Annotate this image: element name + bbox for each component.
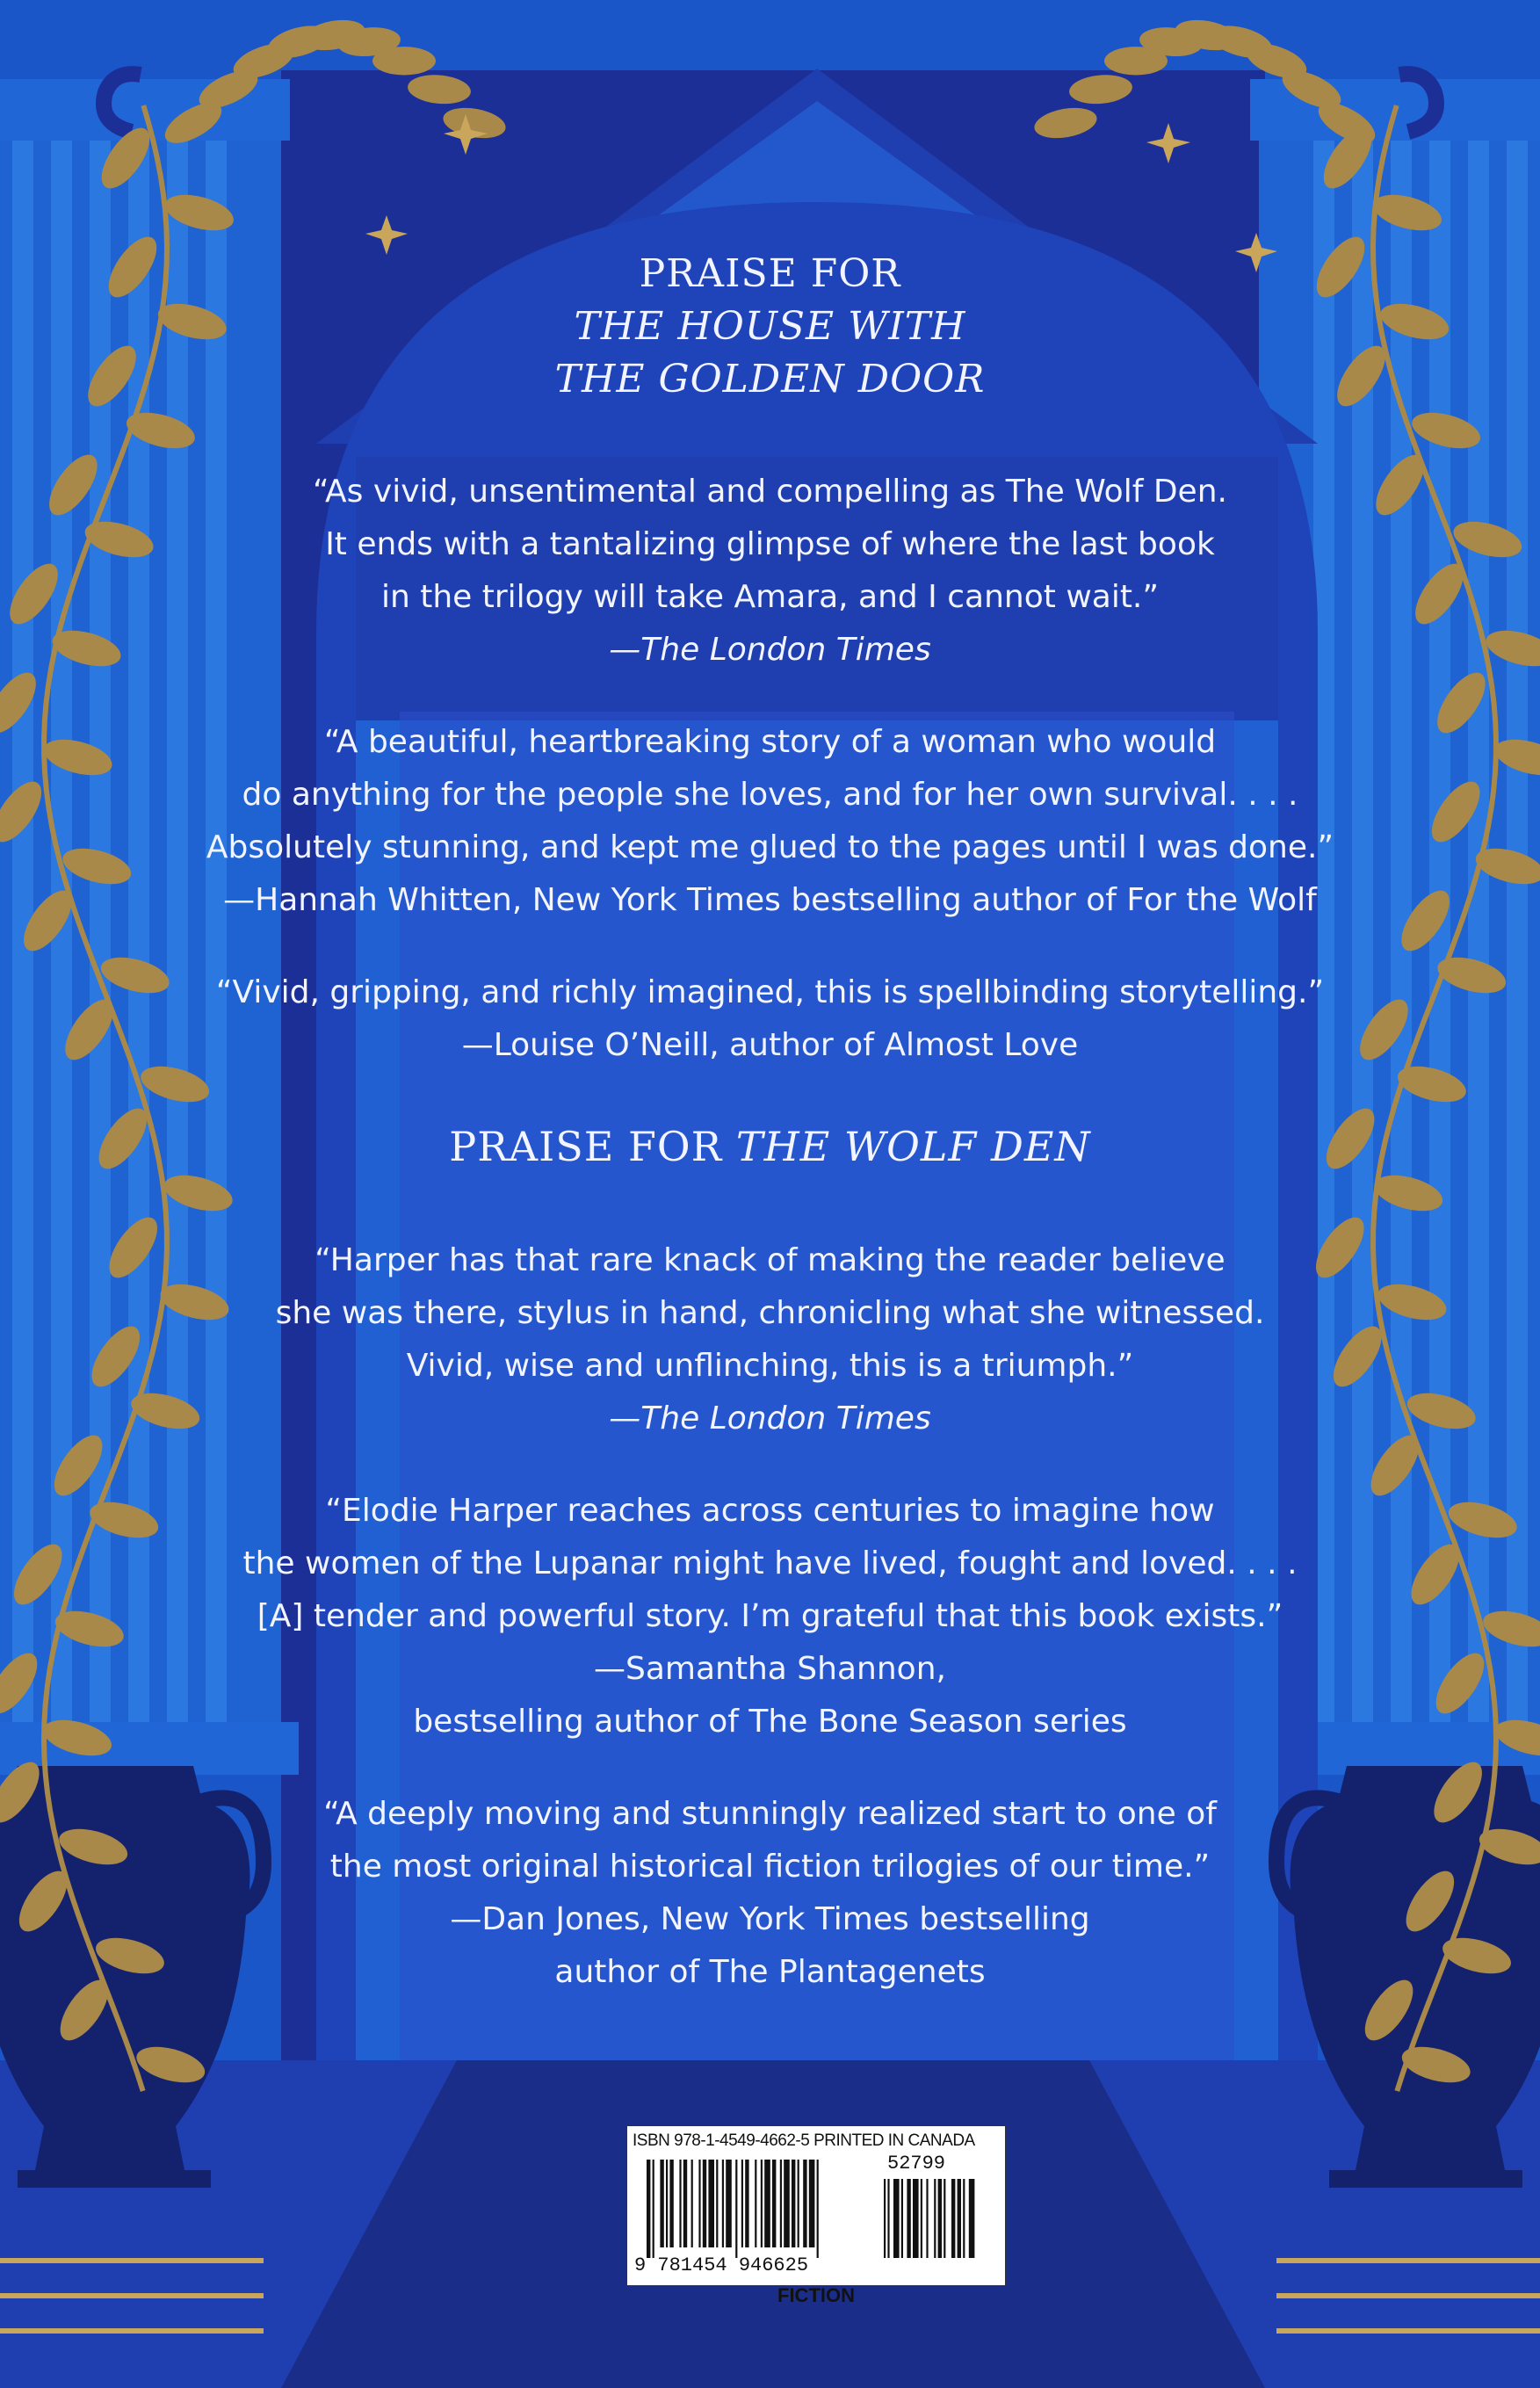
barcode-bar [780, 2160, 782, 2247]
quote-line: Absolutely stunning, and kept me glued to the pages until I was done.” [206, 829, 1334, 865]
ean-digits: 9 781454 946625 [634, 2254, 809, 2276]
barcode-bar [698, 2160, 700, 2247]
barcode-bar [893, 2179, 900, 2258]
barcode-bar [741, 2160, 743, 2247]
quote-line: “As vivid, unsentimental and compelling as The Wolf Den. [313, 474, 1227, 510]
barcode-bar [792, 2160, 795, 2247]
quote-block [0, 716, 1540, 927]
barcode-bar [913, 2179, 919, 2258]
barcode-bar [921, 2179, 922, 2258]
barcode-bar [907, 2179, 910, 2258]
price-code: 52799 [887, 2153, 946, 2175]
quote-block [0, 1788, 1540, 1999]
quote-attribution: —Dan Jones, New York Times bestselling [450, 1901, 1090, 1937]
barcode-bar [798, 2160, 799, 2247]
barcode-bar [722, 2160, 724, 2247]
section1-heading-line1: PRAISE FOR [639, 251, 901, 296]
quote-attribution: —The London Times [609, 1400, 931, 1436]
barcode-bar [887, 2179, 889, 2258]
barcode-bar [901, 2179, 903, 2258]
barcode-bar [726, 2160, 732, 2247]
section2-heading-title: THE WOLF DEN [735, 1123, 1091, 1170]
barcode-bar [653, 2160, 654, 2258]
quote-attribution: —The London Times [609, 632, 931, 668]
barcode-bar [647, 2160, 650, 2258]
barcode-bar [755, 2160, 756, 2247]
barcode-bar [735, 2160, 737, 2258]
quote-line: “Vivid, gripping, and richly imagined, this is spellbinding storytelling.” [215, 974, 1325, 1010]
barcode-bar [708, 2160, 714, 2247]
quote-block [0, 966, 1540, 1072]
section2-heading-prefix: PRAISE FOR [449, 1123, 723, 1170]
barcode-bar [963, 2179, 965, 2258]
quote-line: “A deeply moving and stunningly realized start to one of [323, 1796, 1217, 1832]
barcode-bar [669, 2160, 673, 2247]
barcode-bar [938, 2179, 942, 2258]
section1-heading-line2: THE HOUSE WITH [574, 304, 966, 349]
section1-heading-line3: THE GOLDEN DOOR [554, 357, 986, 402]
quote-attribution: —Samantha Shannon, [594, 1651, 946, 1687]
barcode-bar [772, 2160, 776, 2247]
barcode-bar [926, 2179, 928, 2258]
barcode-bar [761, 2160, 763, 2247]
quote-line: “Elodie Harper reaches across centuries to imagine how [325, 1493, 1215, 1529]
quote-line: the most original historical fiction trilogies of our time.” [329, 1849, 1211, 1885]
barcode-bar [958, 2179, 961, 2258]
barcode-bar [809, 2160, 815, 2247]
quote-line: “Harper has that rare knack of making the reader believe [315, 1242, 1225, 1278]
quote-block [0, 1234, 1540, 1445]
section2-heading [0, 1120, 1540, 1173]
quote-attribution-2: author of The Plantagenets [554, 1954, 986, 1990]
barcode-bar [703, 2160, 706, 2247]
quote-line: she was there, stylus in hand, chronicling what she witnessed. [275, 1295, 1265, 1331]
barcode-bar [969, 2179, 975, 2258]
quote-line: do anything for the people she loves, and for her own survival. . . . [242, 777, 1298, 813]
barcode-bar [803, 2160, 806, 2247]
barcode-label [626, 2125, 1006, 2306]
quote-line: [A] tender and powerful story. I’m grateful that this book exists.” [257, 1598, 1283, 1634]
barcode-bar [666, 2160, 668, 2247]
barcode-bar [683, 2160, 687, 2247]
quote-attribution: —Hannah Whitten, New York Times bestselling author of For the Wolf [223, 882, 1317, 918]
barcode-bar [951, 2179, 955, 2258]
quote-block [0, 466, 1540, 677]
quote-line: It ends with a tantalizing glimpse of where the last book [325, 526, 1215, 562]
laurel-leaf [372, 47, 436, 75]
barcode-bar [745, 2160, 748, 2247]
barcode-bar [944, 2179, 945, 2258]
barcode-bar [817, 2160, 819, 2258]
barcode-bar [784, 2160, 790, 2247]
quote-attribution: —Louise O’Neill, author of Almost Love [461, 1027, 1079, 1063]
laurel-leaf [1104, 47, 1168, 75]
quote-line: “A beautiful, heartbreaking story of a woman who would [323, 724, 1217, 760]
barcode-bar [884, 2179, 886, 2258]
quote-line: in the trilogy will take Amara, and I cannot wait.” [380, 579, 1160, 615]
barcode-bar [716, 2160, 718, 2247]
barcode-bar [764, 2160, 770, 2247]
quote-line: the women of the Lupanar might have lived, fought and loved. . . . [242, 1545, 1298, 1581]
section1-heading [0, 248, 1540, 406]
barcode-bar [691, 2160, 693, 2247]
barcode-bar [679, 2160, 681, 2247]
isbn-line: ISBN 978-1-4549-4662-5 PRINTED IN CANADA [633, 2131, 975, 2150]
barcode-bar [660, 2160, 663, 2247]
quote-block [0, 1485, 1540, 1748]
genre-label: FICTION [777, 2284, 855, 2306]
quote-line: Vivid, wise and unflinching, this is a triumph.” [406, 1348, 1134, 1384]
quote-attribution-2: bestselling author of The Bone Season series [413, 1704, 1127, 1740]
barcode-bar [934, 2179, 936, 2258]
